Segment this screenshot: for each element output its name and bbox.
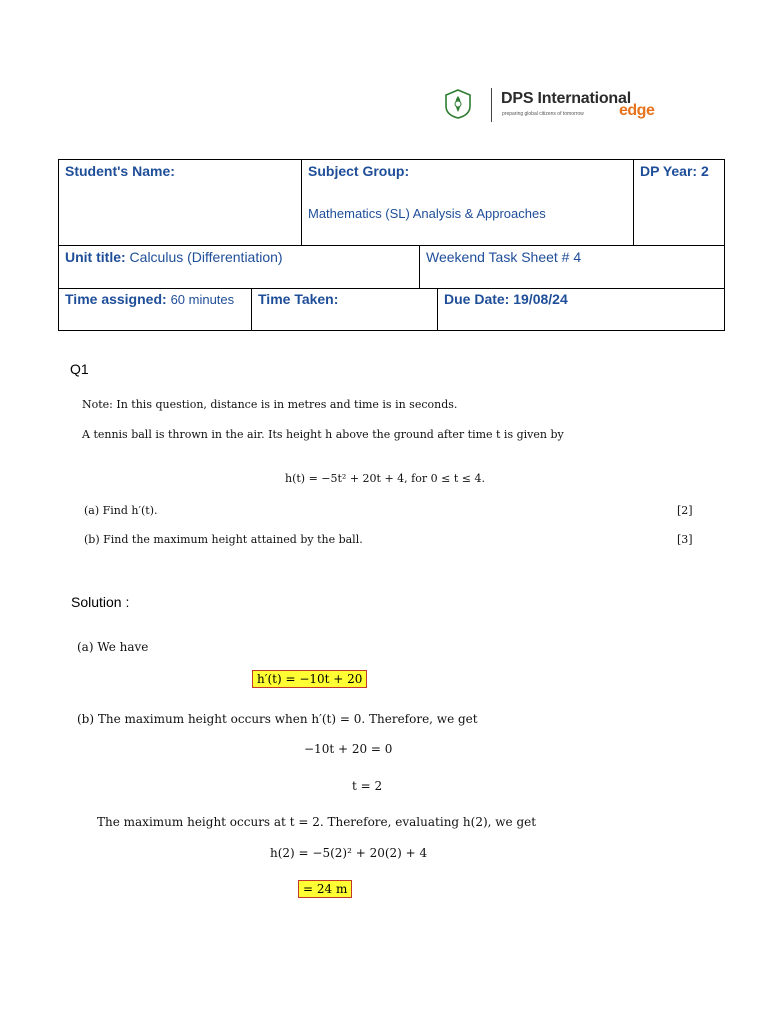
task-sheet: Weekend Task Sheet # 4 [426, 249, 582, 265]
time-assigned-label: Time assigned: [65, 291, 167, 307]
question-number: Q1 [70, 361, 89, 377]
solution-b-equation-1: −10t + 20 = 0 [304, 742, 393, 756]
part-b-marks: [3] [677, 533, 693, 546]
question-part-b: (b) Find the maximum height attained by the ball. [84, 533, 363, 546]
subject-group-label: Subject Group: [308, 163, 410, 179]
unit-title-label: Unit title: [65, 249, 126, 265]
logo-divider [491, 88, 492, 122]
solution-b-equation-2: t = 2 [352, 779, 383, 793]
unit-title [65, 249, 283, 265]
subject-group-value: Mathematics (SL) Analysis & Approaches [308, 206, 546, 221]
question-intro: A tennis ball is thrown in the air. Its height h above the ground after time t is given by [82, 428, 564, 441]
unit-title-value: Calculus (Differentiation) [129, 249, 283, 265]
logo-edge: edge [619, 102, 655, 119]
time-assigned [65, 291, 234, 307]
solution-b-equation-3: h(2) = −5(2)² + 20(2) + 4 [270, 846, 428, 860]
question-note: Note: In this question, distance is in metres and time is in seconds. [82, 398, 458, 411]
solution-b-text: The maximum height occurs at t = 2. Therefore, evaluating h(2), we get [97, 815, 537, 829]
solution-a-result: h′(t) = −10t + 20 [252, 670, 367, 688]
school-crest-icon [443, 88, 473, 120]
logo-tagline: preparing global citizens of tomorrow [502, 111, 584, 117]
solution-heading: Solution : [71, 594, 130, 610]
dp-year: DP Year: 2 [640, 163, 709, 179]
school-logo [413, 72, 689, 134]
question-part-a: (a) Find h′(t). [84, 504, 158, 517]
due-date: Due Date: 19/08/24 [444, 291, 568, 307]
part-a-marks: [2] [677, 504, 693, 517]
solution-b-intro: (b) The maximum height occurs when h′(t) = 0. Therefore, we get [77, 712, 478, 726]
student-name-label: Student's Name: [65, 163, 175, 179]
time-taken-label: Time Taken: [258, 291, 339, 307]
logo-name: DPS International [501, 90, 631, 107]
solution-a-intro: (a) We have [77, 640, 149, 654]
solution-b-result: = 24 m [298, 880, 352, 898]
time-assigned-value: 60 minutes [170, 292, 235, 307]
question-equation: h(t) = −5t² + 20t + 4, for 0 ≤ t ≤ 4. [285, 472, 485, 485]
